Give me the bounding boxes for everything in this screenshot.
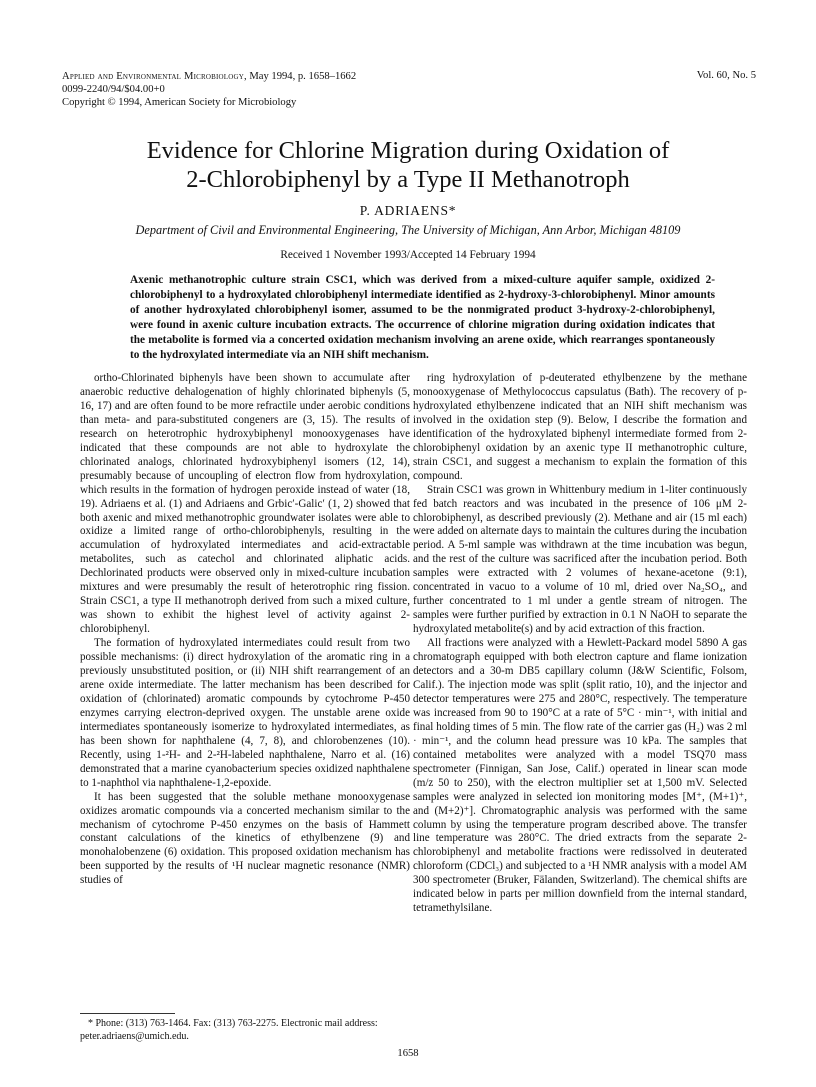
- paragraph: All fractions were analyzed with a Hewlett-Packard model 5890 A gas chromatograph equipped with both electron capture and flame ionization detectors and a 30-m DB5 capillary column (J&W Scientific, Folsom, Calif.). The injection mode was split (split ratio, 10), and the injector and detector temperatures were 275 and 280°C, respectively. The temperature was increased from 90 to 190°C at a rate of 5°C · min⁻¹, with initial and final holding times of 5 min. The flow rate of the carrier gas (H₂) was 2 ml · min⁻¹, and the column head pressure was 10 kPa. The samples that contained metabolites were analyzed with a model TSQ70 mass spectrometer (Finnigan, San Jose, Calif.) operated in linear scan mode (m/z 50 to 250), with the electron multiplier set at 1,500 mV. Selected samples were analyzed in selected ion monitoring modes [M⁺, (M+1)⁺, and (M+2)⁺]. Chromatographic analysis was performed with the same column by using the temperature program described above. The transfer line temperature was 280°C. The dried extracts from the separate 2-chlorobiphenyl and metabolite fractions were redissolved in deuterated chloroform (CDCl₃) and subjected to a ¹H NMR analysis with a model AM 300 spectrometer (Bruker, Fälanden, Switzerland). The chemical shifts are indicated below in parts per million downfield from the internal standard, tetramethylsilane.: [413, 637, 747, 915]
- copyright-line: Copyright © 1994, American Society for Microbiology: [62, 97, 297, 108]
- abstract: Axenic methanotrophic culture strain CSC1, which was derived from a mixed-culture aquifer sample, oxidized 2-chlorobiphenyl to a hydroxylated chlorobiphenyl intermediate identified as 2-hydroxy-3-chlorobiphenyl. Minor amounts of another hydroxylated chlorobiphenyl isomer, assumed to be the nonmigrated product 3-hydroxy-2-chlorobiphenyl, were found in axenic culture incubation extracts. The occurrence of chlorine migration during oxidation indicates that the metabolite is formed via a concerted oxidation mechanism involving an arene oxide, which rearranges spontaneously to the hydroxylated intermediate via an NIH shift mechanism.: [130, 274, 715, 361]
- body-column-right: [413, 372, 747, 916]
- journal-name: Applied and Environmental Microbiology: [62, 71, 245, 82]
- body-column-left: [80, 372, 410, 888]
- paragraph: Strain CSC1 was grown in Whittenbury medium in 1-liter continuously fed batch reactors and was incubated in the presence of 106 μM 2-chlorobiphenyl, as described previously (2). Methane and air (15 ml each) were added on alternate days to maintain the cultures during the incubation period. A 5-ml sample was withdrawn at the time incubation was begun, and the rest of the culture was sacrificed after the incubation period. Both samples were extracted with 2 volumes of hexane-acetone (9:1), concentrated in vacuo to a volume of 10 ml, dried over Na₂SO₄, and further concentrated to 1 ml under a gentle stream of nitrogen. The samples were further purified by extraction in 0.1 N NaOH to separate the hydroxylated metabolite(s) and by acid extraction of this fraction.: [413, 483, 747, 636]
- page-number: 1658: [397, 1048, 419, 1059]
- author-affiliation: Department of Civil and Environmental Engineering, The University of Michigan, Ann Arbor, Michigan 48109: [135, 223, 681, 237]
- running-header: [62, 70, 356, 109]
- volume-info: Vol. 60, No. 5: [696, 70, 756, 81]
- footnote-divider: [80, 1013, 175, 1014]
- issue-info: , May 1994, p. 1658–1662: [244, 71, 357, 82]
- journal-citation: [62, 70, 356, 83]
- article-title: [0, 136, 816, 194]
- footnote: [80, 1018, 410, 1043]
- author-name: P. ADRIAENS*: [359, 203, 457, 218]
- paragraph: ring hydroxylation of p-deuterated ethylbenzene by the methane monooxygenase of Methylococcus capsulatus (Bath). The recovery of p-hydroxylated ethylbenzene indicated that an NIH shift mechanism was involved in the oxidation step (9). Below, I describe the formation and identification of the hydroxylated biphenyl intermediate formed from 2-chlorobiphenyl oxidation by an axenic type II methanotrophic culture, strain CSC1, and suggest a mechanism to explain the formation of this compound.: [413, 372, 747, 482]
- paragraph: The formation of hydroxylated intermediates could result from two possible mechanisms: (i) direct hydroxylation of the aromatic ring in a previously unsubstituted position, or (ii) NIH shift rearrangement of an arene oxide intermediate. The latter mechanism has been described for oxidation of (chlorinated) aromatic compounds by cytochrome P-450 enzymes carrying electron-deprived oxygen. The unstable arene oxide intermediates spontaneously isomerize to hydroxylated intermediates, as has been shown for naphthalene (4, 7, 8), and chlorobenzenes (10). Recently, using 1-²H- and 2-²H-labeled naphthalene, Narro et al. (16) demonstrated that a marine cyanobacterium species oxidized naphthalene to 1-naphthol via naphthalene-1,2-epoxide.: [80, 637, 410, 789]
- title-line-2: 2-Chlorobiphenyl by a Type II Methanotroph: [186, 166, 630, 193]
- paragraph: It has been suggested that the soluble methane monooxygenase oxidizes aromatic compounds via a concerted mechanism similar to the mechanism of cytochrome P-450 enzymes on the basis of Hammett constant calculations of the kinetics of ethylbenzene (9) and monohalobenzene (6) oxidation. This proposed oxidation mechanism has been supported by the results of ¹H nuclear magnetic resonance (NMR) studies of: [80, 790, 410, 887]
- title-line-1: Evidence for Chlorine Migration during Oxidation of: [146, 137, 670, 164]
- paragraph: ortho-Chlorinated biphenyls have been shown to accumulate after anaerobic reductive dehalogenation of highly chlorinated biphenyls (5, 16, 17) and are often found to be more refractile under aerobic conditions than meta- and para-substituted congeners are (3, 15). The results of research on heterotrophic hydroxybiphenyl monooxygenases have indicated that these compounds are not able to hydroxylate the chlorinated analogs, chlorinated hydroxybiphenyl isomers (12, 14), presumably because of uncoupling of electron flow from hydroxylation, which results in the formation of hydrogen peroxide instead of water (18, 19). Adriaens et al. (1) and Adriaens and Grbic′-Galic′ (1, 2) showed that both axenic and mixed methanotrophic groundwater isolates were able to oxidize a limited range of ortho-chlorobiphenyls, resulting in the accumulation of hydroxylated intermediates and acid-extractable metabolites, such as catechol and chlorinated aliphatic acids. Dechlorinated products were observed only in mixed-culture incubation mixtures and were presumably the result of heterotrophic ring fission. Strain CSC1, a type II methanotroph derived from such a mixed culture, was shown to exhibit the highest level of activity against 2-chlorobiphenyl.: [80, 372, 410, 636]
- received-dates: Received 1 November 1993/Accepted 14 February 1994: [280, 249, 536, 261]
- footnote-text: * Phone: (313) 763-1464. Fax: (313) 763-2275. Electronic mail address: peter.adriaens@umich.edu.: [80, 1018, 378, 1042]
- article-code: 0099-2240/94/$04.00+0: [62, 84, 165, 95]
